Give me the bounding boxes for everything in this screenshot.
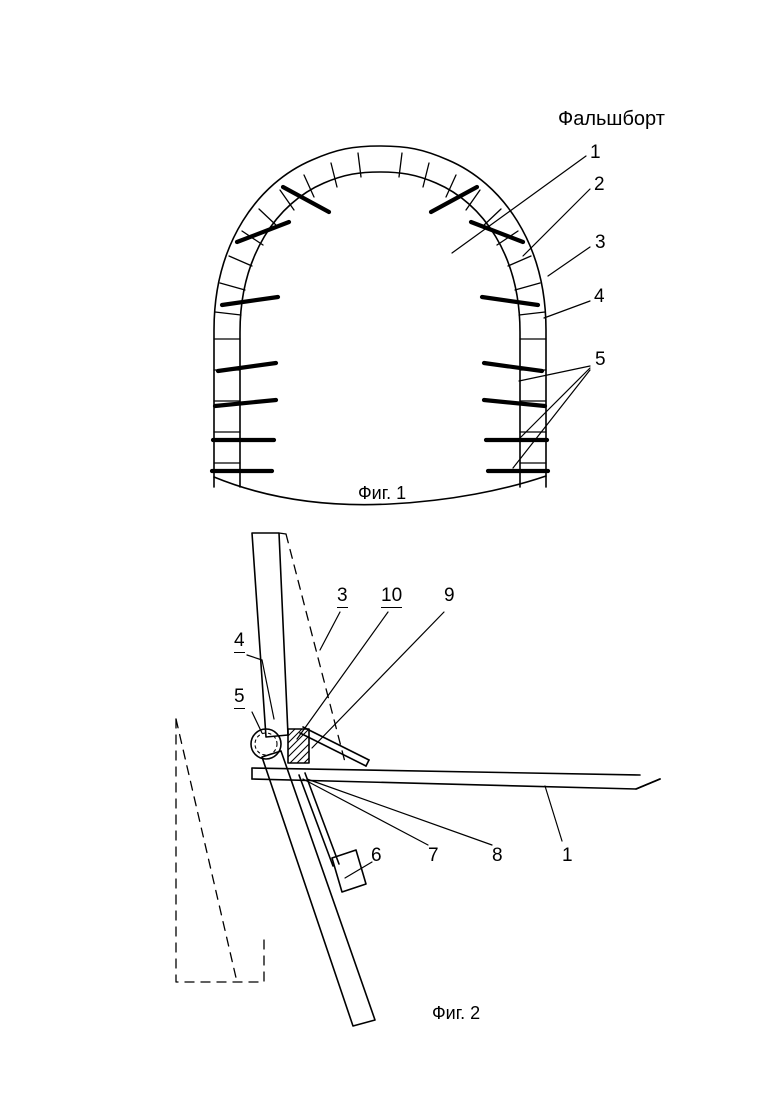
fig2-lowered-position-dashed	[176, 719, 264, 982]
fig1-arch-inner-contour	[240, 172, 520, 487]
fig2-callout-1: 1	[562, 845, 573, 866]
fig1-title-label: Фальшборт	[558, 108, 665, 130]
fig2-lower-flap-plate	[262, 751, 375, 1026]
fig2-callout-6: 6	[371, 845, 382, 866]
fig2-callout-7: 7	[428, 845, 439, 866]
fig1-stiffener-bars-right	[431, 187, 548, 471]
fig1-callout-5: 5	[595, 349, 606, 370]
fig2-callout-8: 8	[492, 845, 503, 866]
fig2-actuator-body	[332, 850, 366, 892]
fig2-callout-3: 3	[337, 585, 348, 606]
fig1-callout-4: 4	[594, 286, 605, 307]
fig2-callout-9: 9	[444, 585, 455, 606]
fig2-callout-4: 4	[234, 630, 245, 651]
fig1-segment-dividers	[214, 153, 546, 463]
fig1-callout-1: 1	[590, 142, 601, 163]
fig2-bulwark-plate	[252, 533, 288, 737]
fig2-callout-10: 10	[381, 585, 403, 606]
fig1-callout-2: 2	[594, 174, 605, 195]
fig1-stiffener-bars-left	[212, 187, 329, 471]
fig1-leader-lines	[452, 156, 590, 468]
fig2-diagonal-stay	[300, 727, 369, 766]
fig2-deck	[252, 768, 660, 789]
fig2-leader-lines	[247, 612, 562, 878]
fig2-callout-5: 5	[234, 686, 245, 707]
fig1-callout-3: 3	[595, 232, 606, 253]
fig2-hatched-bracket	[288, 729, 309, 763]
fig1-arch-outer-contour	[214, 146, 546, 487]
fig1-caption: Фиг. 1	[358, 483, 407, 503]
fig2-caption: Фиг. 2	[432, 1003, 481, 1023]
